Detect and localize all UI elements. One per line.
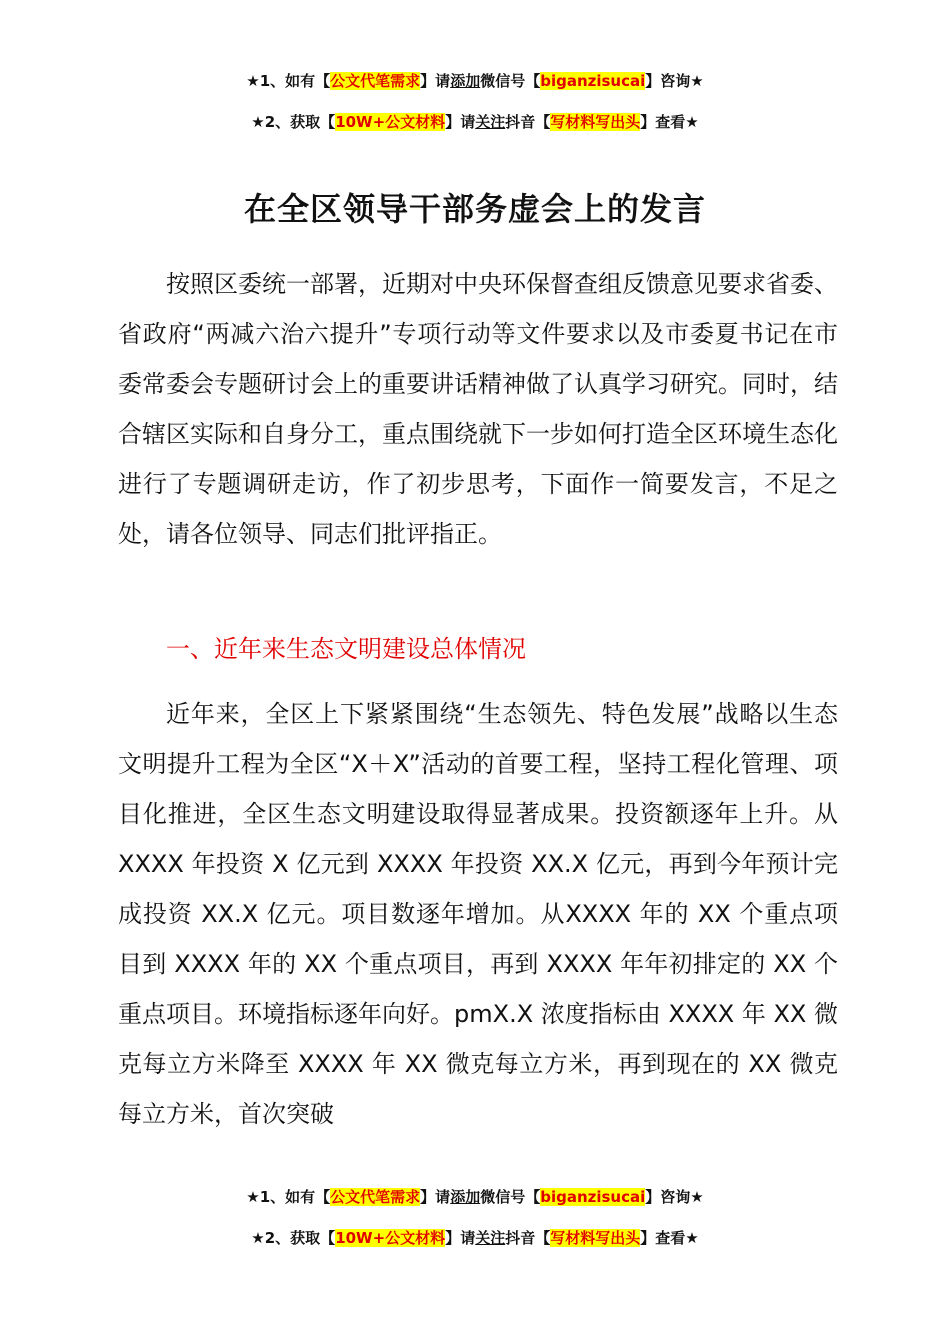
ad-underline-action: 添加 <box>450 1188 481 1206</box>
ad-text: 】请 <box>420 1188 451 1206</box>
ad-highlight-service: 公文代笔需求 <box>330 72 421 90</box>
ad-text: ★1、如有【 <box>246 1188 331 1206</box>
ad-text: 】查看★ <box>640 1229 699 1247</box>
document-title: 在全区领导干部务虚会上的发言 <box>243 190 706 228</box>
ad-text: ★2、获取【 <box>251 1229 336 1247</box>
ad-highlight-materials: 10W+公文材料 <box>335 113 446 131</box>
ad-text: 抖音【 <box>505 113 551 131</box>
ad-highlight-wechat-id: biganzisucai <box>540 72 646 90</box>
header-ad-line-2 <box>0 111 950 133</box>
ad-text: 】请 <box>445 1229 476 1247</box>
footer-ad-line-2 <box>0 1227 950 1249</box>
ad-highlight-account: 写材料写出头 <box>550 1229 641 1247</box>
ad-highlight-materials: 10W+公文材料 <box>335 1229 446 1247</box>
ad-text: 抖音【 <box>505 1229 551 1247</box>
ad-underline-action: 关注 <box>475 1229 506 1247</box>
ad-highlight-wechat-id: biganzisucai <box>540 1188 646 1206</box>
footer-ad-line-1 <box>0 1186 950 1208</box>
body-paragraph-overview: 近年来，全区上下紧紧围绕“生态领先、特色发展”战略以生态文明提升工程为全区“X＋X”活动的首要工程，坚持工程化管理、项目化推进，全区生态文明建设取得显著成果。投资额逐年上升。从 XXXX 年投资 X 亿元到 XXXX 年投资 XX.X 亿元，再到今年预计完成投资 XX.X 亿元。项目数逐年增加。从XXXX 年的 XX 个重点项目到 XXXX 年的 XX 个重点项目，再到 XXXX 年年初排定的 XX 个重点项目。环境指标逐年向好。pmX.X 浓度指标由 XXXX 年 XX 微克每立方米降至 XXXX 年 XX 微克每立方米，再到现在的 XX 微克每立方米，首次突破 <box>118 700 838 1128</box>
body-paragraph-intro: 按照区委统一部署，近期对中央环保督查组反馈意见要求省委、省政府“两减六治六提升”专项行动等文件要求以及市委夏书记在市委常委会专题研讨会上的重要讲话精神做了认真学习研究。同时，结合辖区实际和自身分工，重点围绕就下一步如何打造全区环境生态化进行了专题调研走访，作了初步思考，下面作一简要发言，不足之处，请各位领导、同志们批评指正。 <box>118 270 838 548</box>
ad-text: 】咨询★ <box>645 1188 704 1206</box>
ad-text: ★1、如有【 <box>246 72 331 90</box>
ad-text: 】请 <box>445 113 476 131</box>
ad-underline-action: 添加 <box>450 72 481 90</box>
section-heading-1: 一、近年来生态文明建设总体情况 <box>166 635 526 663</box>
ad-text: 】咨询★ <box>645 72 704 90</box>
ad-text: 】请 <box>420 72 451 90</box>
ad-text: 微信号【 <box>480 1188 541 1206</box>
ad-underline-action: 关注 <box>475 113 506 131</box>
ad-highlight-service: 公文代笔需求 <box>330 1188 421 1206</box>
header-ad-line-1 <box>0 70 950 92</box>
ad-text: 】查看★ <box>640 113 699 131</box>
ad-text: 微信号【 <box>480 72 541 90</box>
ad-text: ★2、获取【 <box>251 113 336 131</box>
ad-highlight-account: 写材料写出头 <box>550 113 641 131</box>
